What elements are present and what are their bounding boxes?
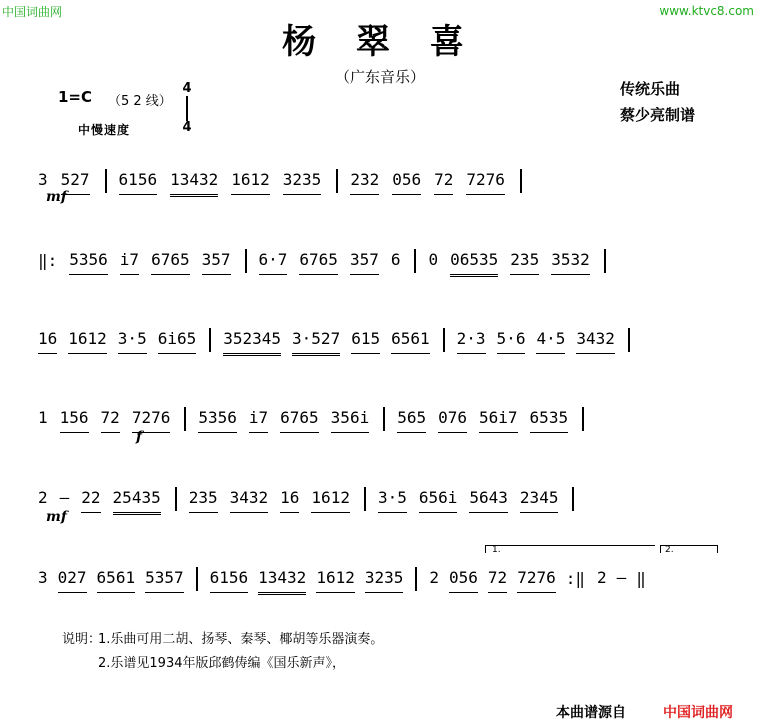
note-group: 0 bbox=[428, 250, 439, 269]
repeat-sign: ‖: bbox=[38, 250, 58, 270]
note-group: 13432 bbox=[170, 167, 218, 197]
note-group: 5643 bbox=[469, 485, 508, 513]
notes-label: 说明： bbox=[62, 632, 102, 647]
note-group: 3432 bbox=[576, 326, 615, 354]
note-group: 1612 bbox=[231, 167, 270, 195]
attribution-origin: 传统乐曲 bbox=[620, 80, 681, 98]
barline bbox=[414, 249, 416, 273]
note-group: 357 bbox=[202, 247, 231, 275]
note-group: 1 bbox=[38, 408, 48, 427]
barline bbox=[336, 169, 338, 193]
note-group: 027 bbox=[58, 565, 87, 593]
note-group: 2 bbox=[38, 488, 48, 507]
note-group: 3·527 bbox=[292, 326, 340, 356]
dash-extension: — bbox=[616, 568, 627, 587]
note-group: 6535 bbox=[530, 405, 569, 433]
note-group: 6i65 bbox=[158, 326, 197, 354]
note-group: 5·6 bbox=[497, 326, 526, 354]
dynamic-mf-2: mf bbox=[46, 509, 67, 525]
barline bbox=[604, 249, 606, 273]
attribution-transcriber: 蔡少亮制谱 bbox=[620, 106, 696, 124]
note-group: 3235 bbox=[283, 167, 322, 195]
barline bbox=[443, 328, 445, 352]
note-group: 2·3 bbox=[457, 326, 486, 354]
note-group: 1612 bbox=[311, 485, 350, 513]
note-group: 3532 bbox=[551, 247, 590, 275]
notation-line-5 bbox=[38, 485, 586, 511]
notation-line-4 bbox=[38, 405, 596, 431]
note-item-2: 2.乐谱见1934年版邱鹤俦编《国乐新声》， bbox=[98, 656, 345, 671]
time-signature-bottom: 4 bbox=[182, 120, 192, 135]
footer-brand[interactable]: 中国词曲网 bbox=[663, 705, 733, 721]
barline bbox=[572, 487, 574, 511]
note-group: 056 bbox=[449, 565, 478, 593]
note-group: 232 bbox=[350, 167, 379, 195]
notation-line-6 bbox=[38, 565, 658, 591]
barline bbox=[415, 567, 417, 591]
note-group: 156 bbox=[60, 405, 89, 433]
score-line-1 bbox=[38, 155, 732, 215]
notation-line-3 bbox=[38, 326, 642, 352]
tuning-note: （5 2 线） bbox=[108, 94, 172, 109]
note-group: i7 bbox=[249, 405, 268, 433]
note-group: 7276 bbox=[132, 405, 171, 433]
note-group: 357 bbox=[350, 247, 379, 275]
note-group: 22 bbox=[81, 485, 100, 513]
note-group: 656i bbox=[419, 485, 458, 513]
time-signature-top: 4 bbox=[182, 81, 192, 96]
note-group: 3 bbox=[38, 568, 48, 587]
note-group: 72 bbox=[488, 565, 507, 593]
barline bbox=[196, 567, 198, 591]
note-group: 06535 bbox=[450, 247, 498, 277]
note-group: 527 bbox=[61, 167, 90, 195]
note-group: 615 bbox=[351, 326, 380, 354]
note-group: 2 bbox=[429, 568, 440, 587]
note-group: 1612 bbox=[68, 326, 107, 354]
note-group: 5356 bbox=[69, 247, 108, 275]
note-group: 6 bbox=[390, 250, 401, 269]
note-group: 6765 bbox=[151, 247, 190, 275]
footer-source: 本曲谱源自 bbox=[556, 705, 626, 721]
note-group: 3432 bbox=[230, 485, 269, 513]
note-group: 7276 bbox=[466, 167, 505, 195]
note-group: i7 bbox=[120, 247, 139, 275]
watermark-right: www.ktvc8.com bbox=[659, 4, 754, 18]
score-line-3 bbox=[38, 314, 732, 374]
note-group: 13432 bbox=[258, 565, 306, 595]
tempo-marking: 中慢速度 bbox=[78, 123, 131, 137]
barline bbox=[209, 328, 211, 352]
note-group: 352345 bbox=[223, 326, 281, 356]
time-signature-divider bbox=[186, 96, 188, 121]
note-group: 565 bbox=[397, 405, 426, 433]
note-group: 076 bbox=[438, 405, 467, 433]
key-signature: 1=C bbox=[58, 88, 93, 106]
note-group: 16 bbox=[280, 485, 299, 513]
final-barline: ‖ bbox=[636, 568, 646, 588]
barline bbox=[105, 169, 107, 193]
note-group: 7276 bbox=[517, 565, 556, 593]
notation-line-2 bbox=[38, 247, 618, 273]
score-line-6 bbox=[38, 553, 732, 613]
note-group: 5356 bbox=[198, 405, 237, 433]
note-group: 6156 bbox=[119, 167, 158, 195]
note-group: 3·5 bbox=[378, 485, 407, 513]
repeat-sign: :‖ bbox=[565, 568, 585, 588]
note-group: 2345 bbox=[520, 485, 559, 513]
note-group: 2 bbox=[596, 568, 607, 587]
note-group: 16 bbox=[38, 326, 57, 354]
note-group: 3 bbox=[38, 170, 48, 189]
score-line-5 bbox=[38, 473, 732, 533]
note-group: 235 bbox=[510, 247, 539, 275]
note-group: 4·5 bbox=[536, 326, 565, 354]
note-item-1: 1.乐曲可用二胡、扬琴、秦琴、椰胡等乐器演奏。 bbox=[98, 632, 384, 647]
note-group: 56i7 bbox=[479, 405, 518, 433]
note-group: 6561 bbox=[97, 565, 136, 593]
score-line-4 bbox=[38, 393, 732, 453]
time-signature bbox=[179, 82, 195, 135]
note-group: 235 bbox=[189, 485, 218, 513]
note-group: 72 bbox=[101, 405, 120, 433]
volta-first-ending: 1. bbox=[485, 545, 655, 553]
barline bbox=[383, 407, 385, 431]
score-subtitle: （广东音乐） bbox=[334, 68, 425, 86]
note-group: 5357 bbox=[145, 565, 184, 593]
barline bbox=[175, 487, 177, 511]
note-group: 1612 bbox=[316, 565, 355, 593]
note-group: 6·7 bbox=[259, 247, 288, 275]
barline bbox=[184, 407, 186, 431]
barline bbox=[520, 169, 522, 193]
note-group: 356i bbox=[331, 405, 370, 433]
note-group: 3235 bbox=[365, 565, 404, 593]
notation-line-1 bbox=[38, 167, 534, 193]
note-group: 72 bbox=[434, 167, 453, 195]
note-group: 6156 bbox=[210, 565, 249, 593]
volta-second-ending: 2. bbox=[660, 545, 718, 553]
note-group: 6765 bbox=[280, 405, 319, 433]
note-group: 25435 bbox=[113, 485, 161, 515]
score-title: 杨 翠 喜 bbox=[282, 22, 478, 62]
score-line-2 bbox=[38, 235, 732, 295]
barline bbox=[628, 328, 630, 352]
barline bbox=[582, 407, 584, 431]
note-group: 3·5 bbox=[118, 326, 147, 354]
barline bbox=[245, 249, 247, 273]
dash-extension: — bbox=[59, 488, 70, 507]
dynamic-mf-1: mf bbox=[46, 189, 67, 205]
dynamic-f: f bbox=[136, 429, 143, 445]
note-group: 6561 bbox=[391, 326, 430, 354]
note-group: 056 bbox=[392, 167, 421, 195]
barline bbox=[364, 487, 366, 511]
watermark-left: 中国词曲网 bbox=[2, 5, 63, 19]
note-group: 6765 bbox=[299, 247, 338, 275]
